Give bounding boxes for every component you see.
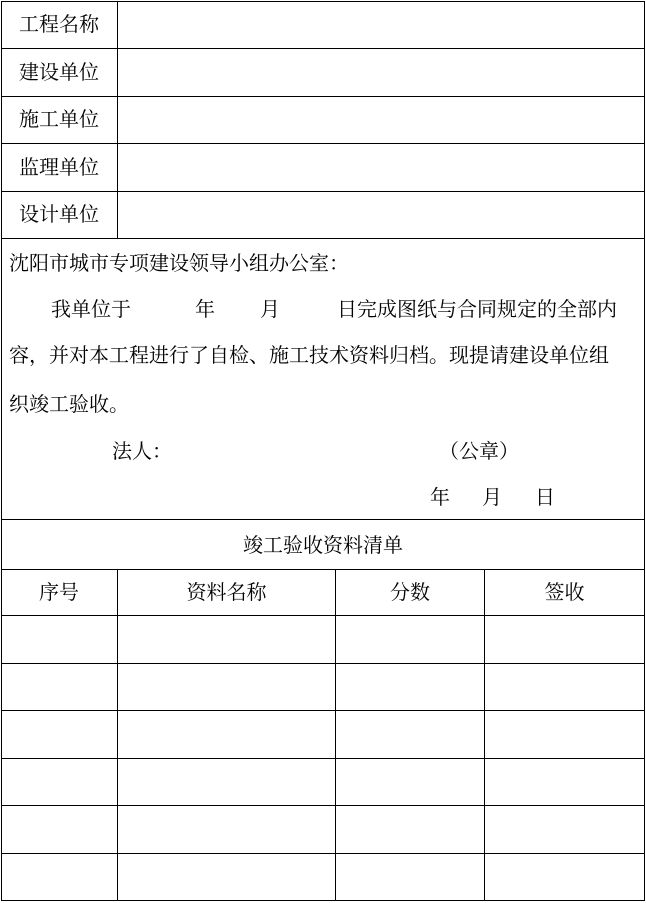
cell-copies[interactable]: [336, 759, 484, 805]
cell-signature[interactable]: [485, 616, 644, 663]
letter-year-word: 年: [195, 297, 215, 321]
seal-label: （公章）: [439, 439, 519, 463]
info-value-developer[interactable]: [118, 49, 644, 96]
table-row: [1, 806, 645, 853]
letter-body-prefix: 我单位于: [51, 297, 131, 321]
cell-number[interactable]: [1, 806, 117, 853]
date-year-word: 年: [430, 485, 450, 509]
cell-number[interactable]: [1, 616, 117, 663]
table-row: [1, 854, 645, 900]
letter-addressee: 沈阳市城市专项建设领导小组办公室：: [9, 251, 349, 275]
table-row: [1, 616, 645, 663]
row-divider: [1, 519, 645, 520]
table-row: [1, 711, 645, 758]
info-value-project-name[interactable]: [118, 1, 644, 48]
info-label-supervisor: 监理单位: [19, 155, 99, 179]
legal-person-label: 法人：: [112, 439, 172, 463]
info-value-supervisor[interactable]: [118, 144, 644, 191]
row-divider: [1, 569, 645, 570]
cell-copies[interactable]: [336, 616, 484, 663]
date-month-word: 月: [482, 485, 502, 509]
cell-document-name[interactable]: [118, 854, 335, 900]
info-value-contractor[interactable]: [118, 97, 644, 143]
column-header-copies: 分数: [390, 580, 430, 604]
cell-number[interactable]: [1, 759, 117, 805]
table-row: [1, 759, 645, 805]
cell-copies[interactable]: [336, 711, 484, 758]
cell-document-name[interactable]: [118, 616, 335, 663]
row-divider: [1, 238, 645, 239]
cell-number[interactable]: [1, 711, 117, 758]
cell-copies[interactable]: [336, 664, 484, 710]
cell-signature[interactable]: [485, 759, 644, 805]
cell-signature[interactable]: [485, 664, 644, 710]
cell-copies[interactable]: [336, 854, 484, 900]
cell-signature[interactable]: [485, 806, 644, 853]
checklist-title: 竣工验收资料清单: [243, 533, 403, 557]
table-row: [1, 664, 645, 710]
letter-body-line1: 日完成图纸与合同规定的全部内: [337, 297, 617, 321]
cell-signature[interactable]: [485, 711, 644, 758]
letter-body-line2: 容，并对本工程进行了自检、施工技术资料归档。现提请建设单位组: [9, 343, 609, 367]
column-header-number: 序号: [39, 580, 79, 604]
date-day-word: 日: [535, 485, 555, 509]
letter-body-line3: 织竣工验收。: [9, 392, 129, 416]
info-label-contractor: 施工单位: [19, 107, 99, 131]
info-value-designer[interactable]: [118, 192, 644, 238]
cell-signature[interactable]: [485, 854, 644, 900]
cell-document-name[interactable]: [118, 806, 335, 853]
table-border-bottom: [1, 900, 645, 901]
column-header-signature: 签收: [544, 580, 585, 604]
cell-document-name[interactable]: [118, 759, 335, 805]
cell-document-name[interactable]: [118, 711, 335, 758]
cell-number[interactable]: [1, 854, 117, 900]
cell-document-name[interactable]: [118, 664, 335, 710]
letter-month-word: 月: [260, 297, 280, 321]
info-label-project-name: 工程名称: [19, 12, 99, 36]
cell-number[interactable]: [1, 664, 117, 710]
info-label-developer: 建设单位: [19, 60, 99, 84]
info-label-designer: 设计单位: [19, 202, 99, 226]
cell-copies[interactable]: [336, 806, 484, 853]
column-header-document-name: 资料名称: [186, 580, 267, 604]
